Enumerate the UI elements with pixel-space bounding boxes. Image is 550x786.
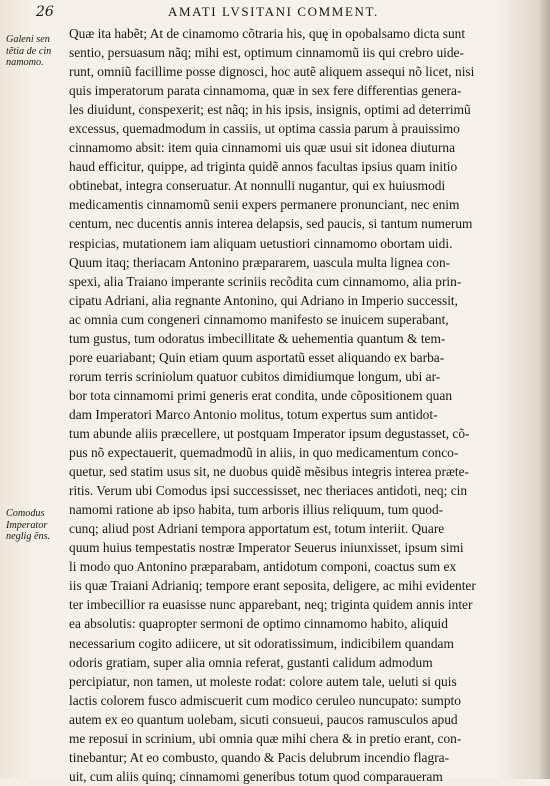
text-line: pore euariabant; Quin etiam quum asportatũ esset aliquando ex barba- [69, 349, 445, 365]
text-line: les diuidunt, conspexerit; est nãq; in his ipsis, insignis, optimi ad deterrimũ [69, 102, 471, 118]
text-line: dam Imperatori Marco Antonio molitus, totum expertus sum antidot- [69, 406, 438, 422]
text-line: necessarium cogito adiicere, ut sit odoratissimum, indicibilem quandam [69, 635, 454, 651]
text-line: spexi, alia Traiano imperante scriniis recõdita cum cinnamomo, alia prin- [69, 273, 462, 289]
text-line: bor tota cinnamomi primi generis erat condita, unde cõpositionem quan [69, 387, 453, 403]
text-line: namomi ratione ab ipso habita, tum arboris illius reliquum, tum quod- [69, 502, 444, 518]
text-line: lactis colorem fusco admiscuerit cum modico ceruleo nuncupato: sumpto [69, 692, 461, 708]
text-line: quis imperatorum parata cinnamoma, quæ in sex fere differentias genera- [69, 83, 462, 99]
text-line: pus nõ expectauerit, quemadmodũ in aliis, in quo medicamentum conco- [69, 445, 459, 461]
text-line: ritis. Verum ubi Comodus ipsi successisset, nec theriaces antidoti, neq; cin [69, 483, 468, 499]
margin-note-galen: Galeni sen tẽtia de cin namomo. [6, 34, 52, 68]
text-line: autem ex eo quantum uolebam, sicuti consueui, paucos ramusculos apud [69, 711, 458, 727]
text-line: li modo quo Antonino præparabam, antidotum componi, coactus sum ex [69, 559, 457, 575]
body-text [69, 24, 544, 786]
text-line: percipiatur, non tamen, ut moleste rodat: colore autem tale, ueluti si quis [69, 673, 457, 689]
text-line: quum huius tempestatis nostræ Imperator Seuerus iniunxisset, ipsum simi [69, 540, 464, 556]
text-line: ac omnia cum congeneri cinnamomo manifesto se inuicem superabant, [69, 311, 449, 327]
text-line: cipatu Adriani, alia regnante Antonino, qui Adriano in Imperio successit, [69, 292, 458, 308]
text-line: rorum terris scriniolum quatuor cubitos dimidiumque longum, ubi ar- [69, 368, 441, 384]
running-head: AMATI LVSITANI COMMENT. [168, 4, 379, 19]
text-line: cinnamomo absit: item quia cinnamomi uis quæ usui sit idonea diuturna [69, 140, 456, 156]
text-line: runt, omniũ facillime posse dignosci, hoc autẽ aliquem assequi nõ licet, nisi [69, 64, 475, 80]
text-line: centum, nec ducentis annis interea delapsis, sed paucis, si tantum numerum [69, 216, 473, 232]
text-line: tum gustus, tum odoratus imbecillitate & uehementia quantum & tem- [69, 330, 446, 346]
text-line: haud efficitur, quippe, ad triginta quidẽ annos facultas ipsius quam initio [69, 159, 458, 175]
text-line: medicamentis cinnamomũ senii expers permanere pronunciant, nec enim [69, 197, 460, 213]
text-line: ter imbecillior ra euasisse nunc apparebant, neq; triginta quidem annis inter [69, 597, 473, 613]
page-number: 26 [36, 4, 54, 20]
text-line: respicias, mutationem iam aliquam uetustiori cinnamomo obortam uidi. [69, 235, 453, 251]
text-line: iis quæ Traiani Adrianiq; tempore erant seposita, deligere, ac mihi evidenter [69, 578, 476, 594]
text-line: uit, cum aliis quinq; cinnamomi generibus totum quod comparaueram [69, 768, 443, 784]
page-edge-shadow [538, 0, 550, 779]
text-line: tum abunde aliis præcellere, ut postquam Imperator ipsum degustasset, cõ- [69, 425, 470, 441]
text-line: odoris gratiam, super alia omnia referat, gustanti calidum admodum [69, 654, 433, 670]
text-line: tinebantur; At eo combusto, quando & Pacis delubrum incendio flagra- [69, 749, 450, 765]
text-line: cunq; aliud post Adriani tempora apportatum est, totum interiit. Quare [69, 521, 445, 537]
text-line: me reposui in scrinium, ubi omnia quæ mihi chera & in pretio erant, con- [69, 730, 462, 746]
margin-note-commodus: Comodus Imperator neglig ẽns. [6, 508, 51, 542]
text-line: quetur, sed statim usus sit, ne duobus quidẽ mẽsibus integris interea præte- [69, 464, 470, 480]
text-line: sentio, persuasum nãq; mihi est, optimum cinnamomũ iis qui crebro uide- [69, 45, 464, 61]
text-line: ea absolutis: quapropter sermoni de optimo cinnamomo habito, aliquid [69, 616, 448, 632]
text-line: obtinebat, integra conseruatur. At nonnulli nugantur, qui ex huiusmodi [69, 178, 446, 194]
text-line: Quum itaq; theriacam Antonino præpararem, uascula multa lignea con- [69, 254, 451, 270]
text-line: Quæ ita habẽt; At de cinamomo cõtraria his, quę in opobalsamo dicta sunt [69, 26, 466, 41]
text-line: excessus, quemadmodum in cassiis, ut optima cassia parum à prauissimo [69, 121, 460, 137]
